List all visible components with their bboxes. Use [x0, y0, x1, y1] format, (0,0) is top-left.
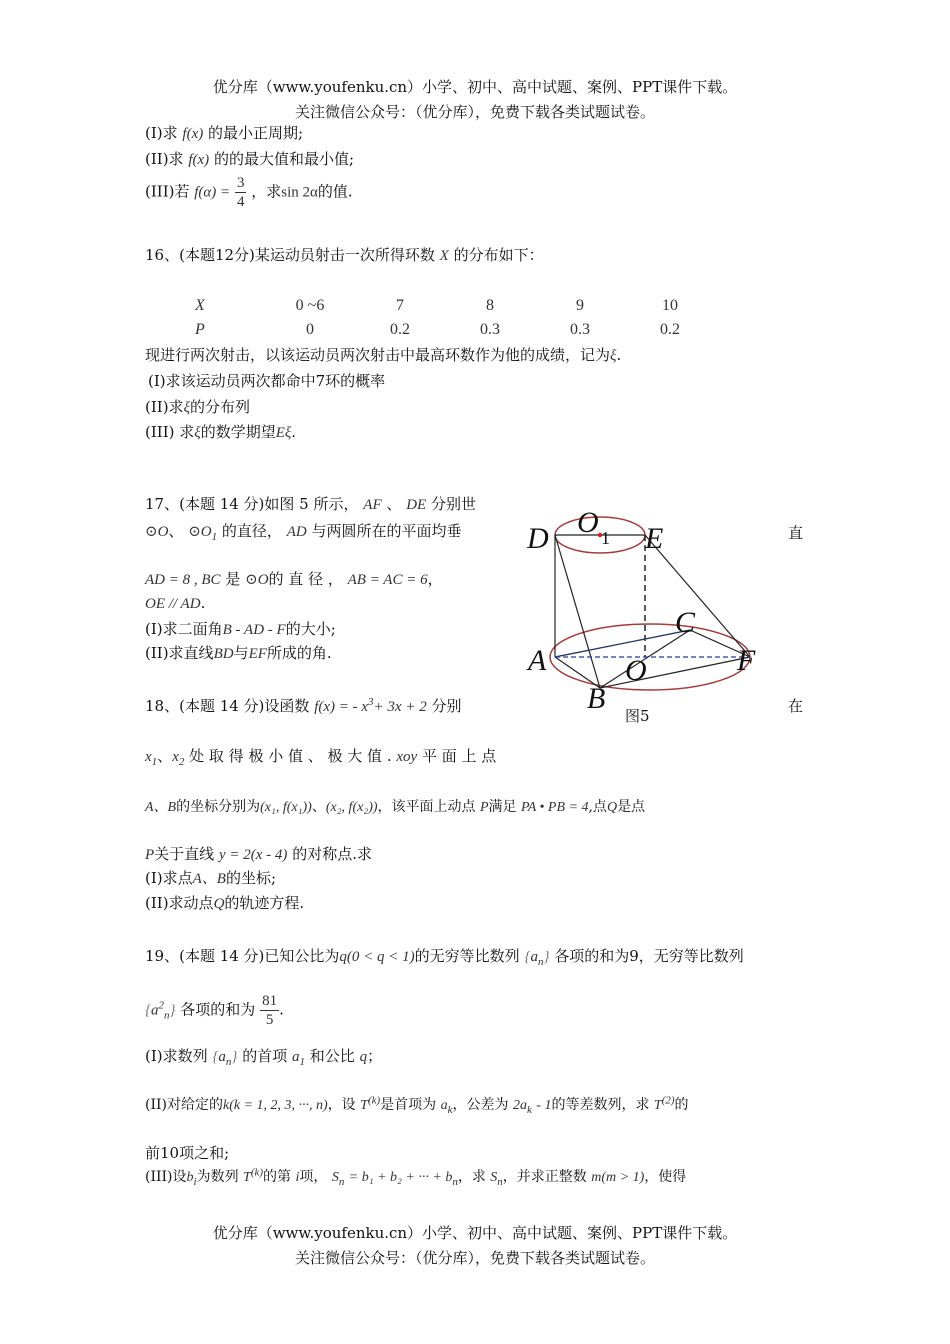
q19-line-2: $\{a^2_n\}$ 各项的和为 $\frac{81}{5}$ .: [145, 993, 284, 1028]
label-d: D: [527, 522, 549, 555]
header-line-2: 关注微信公众号：（优分库），免费下载各类试题试卷。: [294, 103, 655, 121]
footer-line-2: 关注微信公众号：（优分库），免费下载各类试题试卷。: [294, 1249, 655, 1267]
table-row: [145, 318, 715, 342]
label-c: C: [675, 606, 696, 639]
q16-title: 16、(本题12分)某运动员射击一次所得环数 X 的分布如下：: [145, 246, 544, 264]
q19-part-2-line-2: 前10项之和;: [145, 1144, 230, 1162]
table-cell: 7: [396, 297, 404, 314]
q17-line-3: AD = 8 , BC 是 ⊙O的 直 径 ， AB = AC = 6，: [145, 570, 443, 588]
label-e: E: [645, 522, 664, 555]
label-b: B: [587, 682, 606, 715]
footer-line-1: 优分库（www.youfenku.cn）小学、初中、高中试题、案例、PPT课件下载。: [212, 1224, 738, 1242]
figure-5-svg: [525, 500, 775, 730]
q16-part-1: (I)求该运动员两次都命中7环的概率: [148, 372, 386, 390]
q16-part-2: (II)求ξ的分布列: [145, 398, 251, 416]
q15-part-1: (I)求 f(x) 的最小正周期;: [145, 124, 304, 142]
q19-part-2: (II)对给定的k(k = 1, 2, 3, ···, n)，设 $T^{(k)}$是首项为 $a_k$，公差为 $2a_k - 1$的等差数列，求 $T^{(2)}$的: [145, 1094, 689, 1116]
label-f: F: [737, 644, 756, 677]
edge-bf: [600, 657, 750, 688]
table-cell: 0.2: [390, 321, 410, 338]
edge-db: [555, 535, 600, 688]
q19-part-3: (III)设$b_i$为数列 $T^{(k)}$的第 i项， $S_n = b_1 + b_2$ + ··· + $b_n$，求 $S_n$，并求正整数 m(m > 1)，使得: [145, 1166, 687, 1188]
q19-line-1: 19、(本题 14 分)已知公比为q(0 < q < 1)的无穷等比数列 $\{a_n\}$ 各项的和为9，无穷等比数列: [145, 947, 744, 968]
q18-line-1: 18、(本题 14 分)设函数 f(x) = - $x^3+ 3x + 2$ 分别: [145, 696, 462, 715]
table-cell: 9: [576, 297, 584, 314]
q19-part-1: (I)求数列 $\{a_n\}$ 的首项 $a_1$ 和公比 q；: [145, 1047, 383, 1068]
q15-fraction: $\frac{3}{4}$: [236, 175, 245, 210]
q18-part-2: (II)求动点Q的轨迹方程.: [145, 894, 305, 912]
q17-line-1: 17、(本题 14 分)如图 5 所示， AF 、 DE 分别世: [145, 495, 476, 513]
q18-part-1: (I)求点A、B的坐标;: [145, 869, 277, 887]
q17-line-4: OE // AD.: [145, 594, 206, 612]
q16-distribution-table: [145, 294, 715, 342]
figure-5: [525, 500, 775, 730]
table-cell: 0.3: [480, 321, 500, 338]
q18-line-1-right: 在: [788, 697, 804, 715]
q16-part-3: (III) 求ξ的数学期望Eξ.: [145, 423, 297, 441]
q17-line-2: ⊙O、 $⊙O_1$ 的直径， AD 与两圆所在的平面均垂: [145, 522, 462, 543]
label-o1: O: [577, 506, 599, 539]
table-cell: 10: [662, 297, 678, 314]
header-line-1: 优分库（www.youfenku.cn）小学、初中、高中试题、案例、PPT课件下载。: [212, 78, 738, 96]
table-cell: 0.2: [660, 321, 680, 338]
q18-line-3: A、B的坐标分别为(x₁, f(x₁))、(x₂, f(x₂))，该平面上动点 P满足 PA • PB = 4,点Q是点: [145, 799, 646, 815]
q17-line-1-right: 直: [788, 524, 804, 542]
table-cell: 0 ~6: [295, 297, 325, 314]
table-cell: 0.3: [570, 321, 590, 338]
figure-caption: 图5: [625, 707, 650, 725]
label-o1-subscript: 1: [601, 528, 610, 548]
q15-part-2: (II)求 f(x) 的的最大值和最小值;: [145, 150, 355, 168]
q17-part-1: (I)求二面角B - AD - F的大小;: [145, 620, 336, 638]
q18-line-2: $x_1$、$x_2$ 处 取 得 极 小 值 、 极 大 值 . xoy 平 面 上 点: [145, 747, 497, 768]
q15-part-3: (III)若 f(α) = $\frac{3}{4}$ ，求sin 2α的值.: [145, 175, 353, 210]
table-cell: P: [195, 321, 205, 338]
label-o: O: [625, 654, 647, 687]
q19-fraction: $\frac{81}{5}$: [262, 993, 278, 1028]
table-cell: X: [195, 297, 205, 314]
q18-line-4: P关于直线 y = 2(x - 4) 的对称点.求: [145, 845, 372, 863]
table-header-row: [145, 294, 715, 318]
table-cell: 0: [306, 321, 314, 338]
q17-part-2: (II)求直线BD与EF所成的角.: [145, 644, 332, 662]
label-a: A: [528, 644, 547, 677]
q16-text: 现进行两次射击，以该运动员两次射击中最高环数作为他的成绩，记为ξ.: [145, 346, 622, 364]
table-cell: 8: [486, 297, 494, 314]
